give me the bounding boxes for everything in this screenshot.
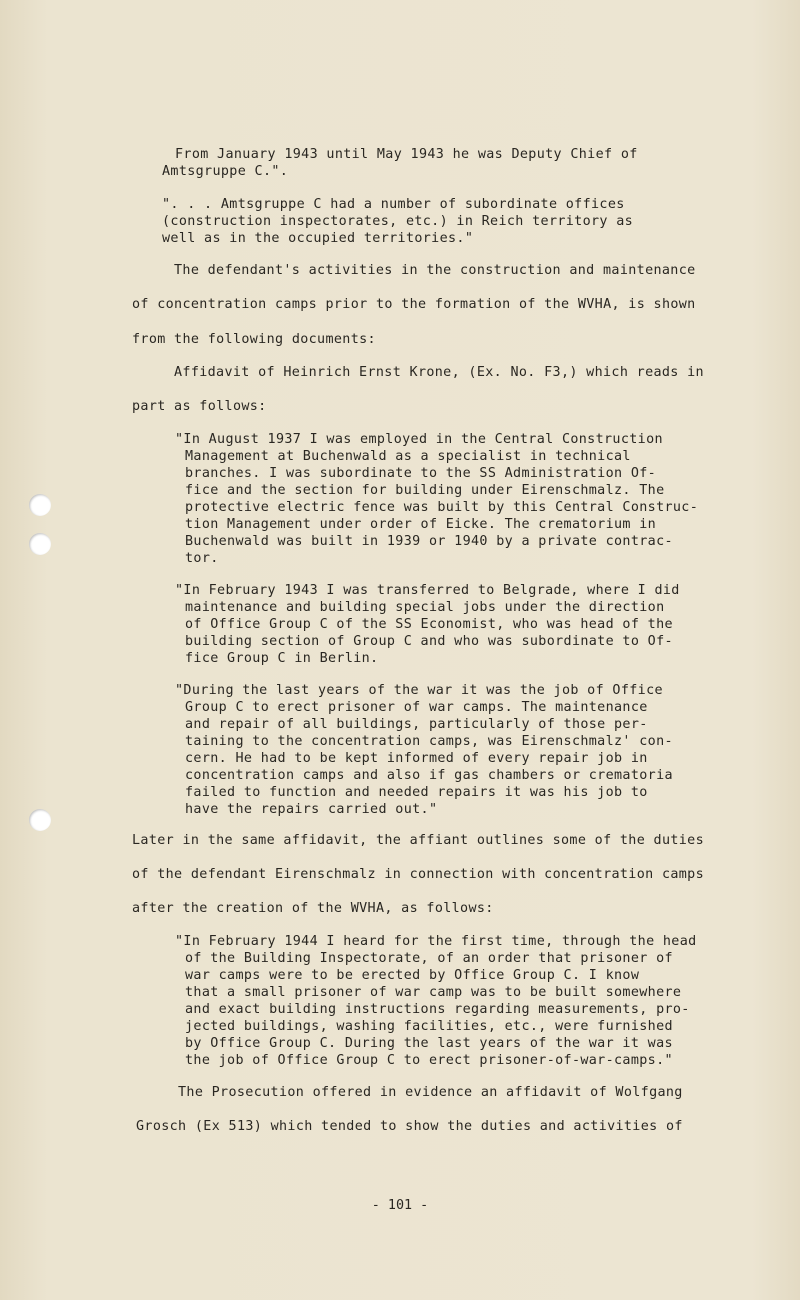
punch-hole <box>29 494 51 516</box>
text-line: From January 1943 until May 1943 he was Deputy Chief of <box>175 147 638 162</box>
quote-line: that a small prisoner of war camp was to be built somewhere <box>185 985 682 1000</box>
quote-line: Group C to erect prisoner of war camps. The maintenance <box>185 700 648 715</box>
quote-line: (construction inspectorates, etc.) in Reich territory as <box>162 214 634 229</box>
quote-line: "During the last years of the war it was the job of Office <box>175 683 663 698</box>
text-line: The Prosecution offered in evidence an affidavit of Wolfgang <box>178 1085 683 1100</box>
text-line: of the defendant Eirenschmalz in connection with concentration camps <box>132 867 705 882</box>
quote-line: "In February 1943 I was transferred to Belgrade, where I did <box>175 583 680 598</box>
punch-hole <box>29 533 51 555</box>
quote-line: protective electric fence was built by this Central Construc- <box>185 500 699 515</box>
text-line: of concentration camps prior to the formation of the WVHA, is shown <box>132 297 696 312</box>
quote-line: and repair of all buildings, particularly of those per- <box>185 717 648 732</box>
quote-line: have the repairs carried out." <box>185 802 438 817</box>
quote-line: of Office Group C of the SS Economist, who was head of the <box>185 617 673 632</box>
quote-line: fice and the section for building under Eirenschmalz. The <box>185 483 665 498</box>
quote-line: branches. I was subordinate to the SS Administration Of- <box>185 466 657 481</box>
quote-line: Management at Buchenwald as a specialist in technical <box>185 449 631 464</box>
quote-line: cern. He had to be kept informed of every repair job in <box>185 751 648 766</box>
quote-line: of the Building Inspectorate, of an order that prisoner of <box>185 951 673 966</box>
text-line: Amtsgruppe C.". <box>162 164 289 179</box>
quote-line: concentration camps and also if gas chambers or crematoria <box>185 768 673 783</box>
quote-line: well as in the occupied territories." <box>162 231 474 246</box>
page-number: - 101 - <box>371 1198 429 1213</box>
quote-line: building section of Group C and who was subordinate to Of- <box>185 634 673 649</box>
quote-line: "In February 1944 I heard for the first time, through the head <box>175 934 697 949</box>
quote-line: ". . . Amtsgruppe C had a number of subordinate offices <box>162 197 625 212</box>
quote-line: jected buildings, washing facilities, etc., were furnished <box>185 1019 673 1034</box>
text-line: after the creation of the WVHA, as follows: <box>132 901 494 916</box>
quote-line: and exact building instructions regarding measurements, pro- <box>185 1002 690 1017</box>
quote-line: taining to the concentration camps, was Eirenschmalz' con- <box>185 734 673 749</box>
punch-hole <box>29 809 51 831</box>
quote-line: fice Group C in Berlin. <box>185 651 379 666</box>
quote-line: tor. <box>185 551 219 566</box>
text-line: part as follows: <box>132 399 267 414</box>
quote-line: maintenance and building special jobs under the direction <box>185 600 665 615</box>
quote-line: the job of Office Group C to erect prisoner-of-war-camps." <box>185 1053 673 1068</box>
text-line: Affidavit of Heinrich Ernst Krone, (Ex. No. F3,) which reads in <box>174 365 704 380</box>
quote-line: Buchenwald was built in 1939 or 1940 by a private contrac- <box>185 534 673 549</box>
quote-line: failed to function and needed repairs it was his job to <box>185 785 648 800</box>
text-line: Later in the same affidavit, the affiant outlines some of the duties <box>132 833 705 848</box>
quote-line: "In August 1937 I was employed in the Central Construction <box>175 432 663 447</box>
text-line: Grosch (Ex 513) which tended to show the duties and activities of <box>136 1119 683 1134</box>
text-line: The defendant's activities in the construction and maintenance <box>174 263 696 278</box>
quote-line: tion Management under order of Eicke. The crematorium in <box>185 517 657 532</box>
text-line: from the following documents: <box>132 332 376 347</box>
quote-line: war camps were to be erected by Office Group C. I know <box>185 968 640 983</box>
quote-line: by Office Group C. During the last years of the war it was <box>185 1036 673 1051</box>
